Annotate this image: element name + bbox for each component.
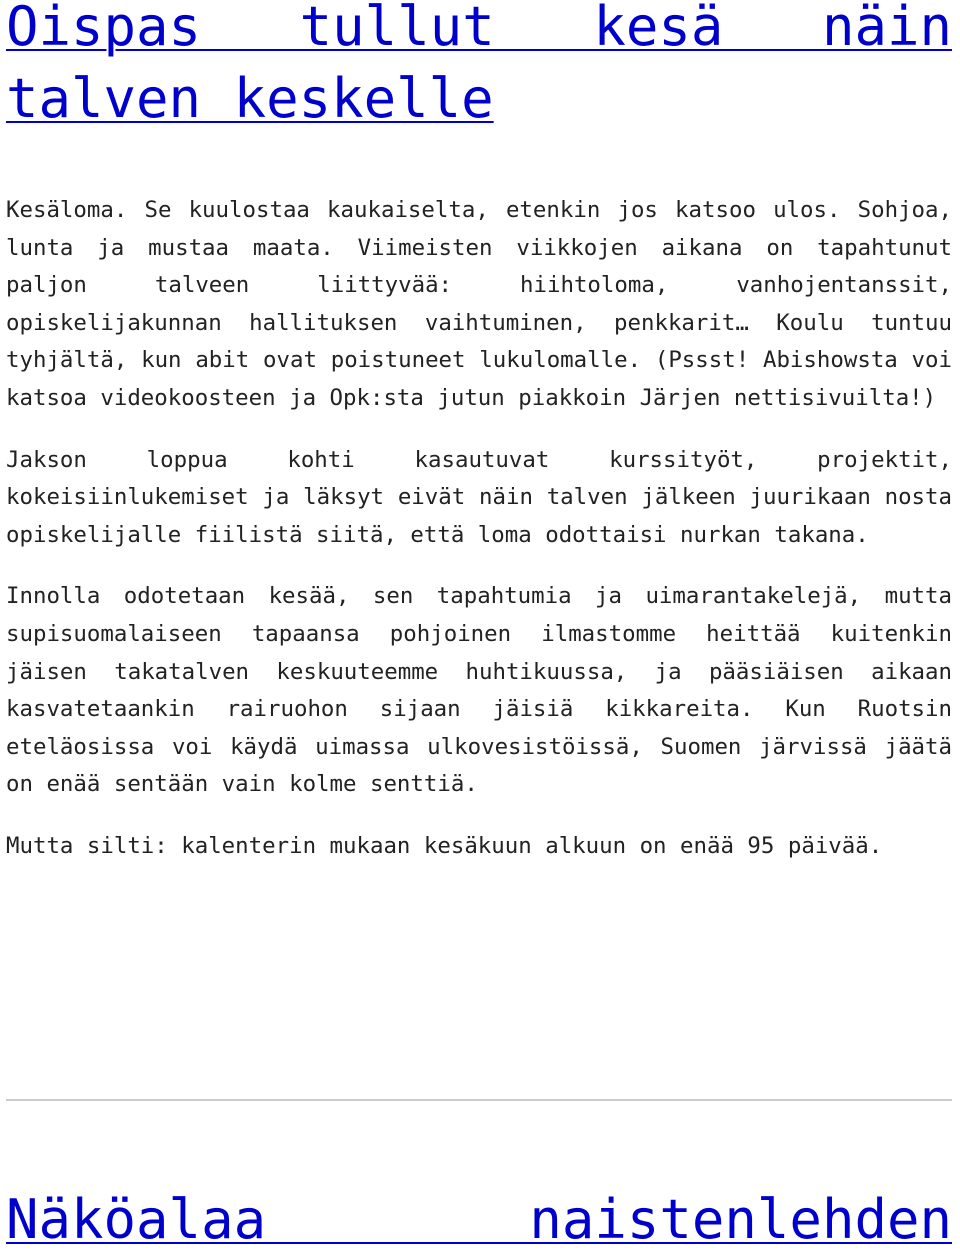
post-divider [6,1099,952,1101]
post-title [6,0,952,135]
next-post-title [6,1184,952,1256]
paragraph: Kesäloma. Se kuulostaa kaukaiselta, etenkin jos katsoo ulos. Sohjoa, lunta ja mustaa maata. Viimeisten viikkojen aikana on tapahtunut paljon talveen liittyvää: hiihtoloma, vanhojentanssit, opiskelijakunnan hallituksen vaihtuminen, penkkarit… Koulu tuntuu tyhjältä, kun abit ovat poistuneet lukulomalle. (Pssst! Abishowsta voi katsoa videokoosteen ja Opk:sta jutun piakkoin Järjen nettisivuilta!) [6,197,952,411]
paragraph: Mutta silti: kalenterin mukaan kesäkuun alkuun on enää 95 päivää. [6,832,883,859]
post-body [6,192,952,890]
paragraph: Innolla odotetaan kesää, sen tapahtumia ja uimarantakelejä, mutta supisuomalaiseen tapaansa pohjoinen ilmastomme heittää kuitenkin jäisen takatalven keskuuteemme huhtikuussa, ja pääsiäisen aikaan kasvatetaankin rairuohon sijaan jäisiä kikkareita. Kun Ruotsin eteläosissa voi käydä uimassa ulkovesistöissä, Suomen järvissä jäätä on enää sentään vain kolme senttiä. [6,583,952,798]
paragraph: Jakson loppua kohti kasautuvat kurssityöt, projektit, kokeisiinlukemiset ja läksyt eivät näin talven jälkeen juurikaan nosta opiskelijalle fiilistä siitä, että loma odottaisi nurkan takana. [6,446,952,548]
post-title-link[interactable]: Oispas tullut kesä näin talven keskelle [6,0,952,130]
next-post-title-link[interactable]: Näköalaa naistenlehden [6,1188,952,1251]
